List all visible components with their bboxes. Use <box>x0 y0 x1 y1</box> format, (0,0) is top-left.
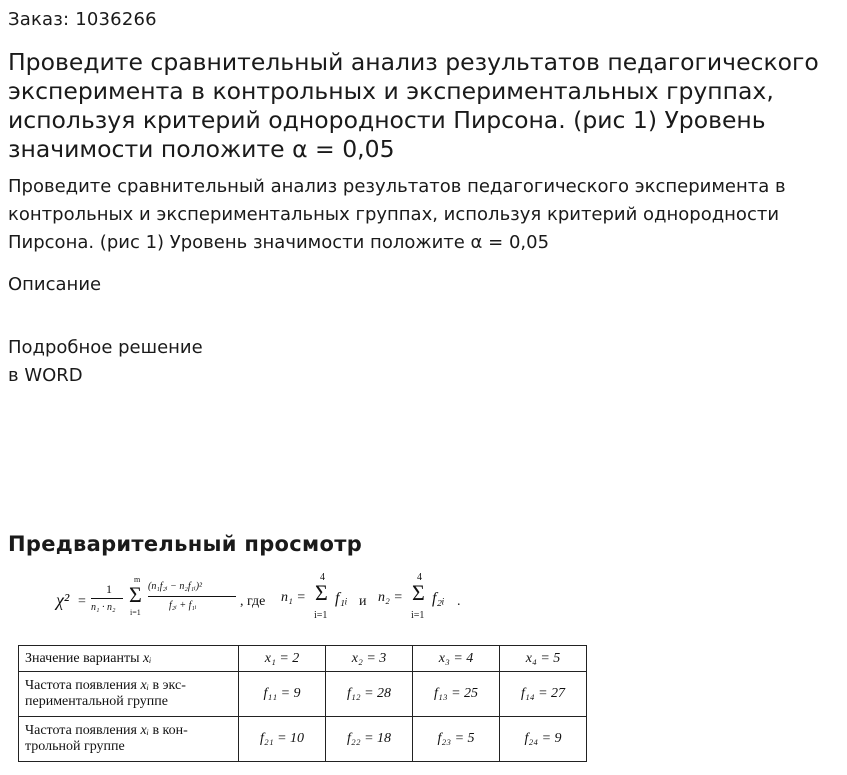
sum2-sign-a: Σ <box>315 580 328 605</box>
sum-sign: Σ <box>129 582 142 607</box>
f2i-term: f₂ᵢ <box>432 590 445 607</box>
sum2-top-a: 4 <box>320 572 325 583</box>
row-header <box>19 646 239 672</box>
n1-expression: n₁ = <box>281 590 306 605</box>
solution-line-1: Подробное решение <box>8 337 203 358</box>
formula-and: и <box>359 594 367 609</box>
row-label-post: в кон-трольной группе <box>25 723 188 754</box>
sum2-top-b: 4 <box>417 572 422 583</box>
n2-expression: n₂ = <box>378 590 403 605</box>
page-title: Проведите сравнительный анализ результатов педагогического эксперимента в контрольных и экспериментальных группах, используя критерий однородности Пирсона. (рис 1) Уровень значимости положите α = 0,05 <box>8 48 819 163</box>
variants-frequency-table <box>18 645 587 762</box>
section-label-description: Описание <box>8 274 102 295</box>
table-cell: f₂₃ = 5 <box>413 717 500 762</box>
table-row <box>19 717 587 762</box>
row-label-pre: Частота появления <box>25 678 137 693</box>
table-cell: x₃ = 4 <box>413 646 500 672</box>
sum2-bottom-b: i=1 <box>411 610 425 621</box>
f1i-term: f₁ᵢ <box>335 590 348 607</box>
row-header <box>19 672 239 717</box>
row-symbol: xᵢ <box>140 678 149 693</box>
frac2-numerator: (n₁f₂ᵢ − n₂f₁ᵢ)² <box>148 581 203 592</box>
table-cell: f₁₄ = 27 <box>500 672 587 717</box>
sum2-bottom-a: i=1 <box>314 610 328 621</box>
frac1-denominator: n₁ · n₂ <box>91 602 116 613</box>
table-row <box>19 646 587 672</box>
row-label-post: в экс-периментальной группе <box>25 678 186 709</box>
solution-line-2: в WORD <box>8 365 83 386</box>
sum-top: m <box>134 575 141 584</box>
row-symbol: xᵢ <box>140 723 149 738</box>
table-cell: f₁₁ = 9 <box>239 672 326 717</box>
formula-where: , где <box>240 594 266 609</box>
table-cell: f₁₂ = 28 <box>326 672 413 717</box>
frac1-line <box>91 598 123 599</box>
formula-end: . <box>457 594 461 609</box>
task-description: Проведите сравнительный анализ результатов педагогического эксперимента в контрольных и экспериментальных группах, используя критерий однородности Пирсона. (рис 1) Уровень значимости положите α = 0,05 <box>8 176 786 253</box>
sum-bottom: i=1 <box>130 608 141 617</box>
table-cell: f₁₃ = 25 <box>413 672 500 717</box>
row-header <box>19 717 239 762</box>
row-label: Значение варианты <box>25 650 140 666</box>
chi-square-formula <box>56 572 476 632</box>
order-number: Заказ: 1036266 <box>8 9 157 30</box>
frac2-line <box>148 596 236 597</box>
frac2-denominator: f₂ᵢ + f₁ᵢ <box>169 600 197 611</box>
table-cell: x₁ = 2 <box>239 646 326 672</box>
row-label-pre: Частота появления <box>25 723 137 738</box>
preview-heading: Предварительный просмотр <box>8 532 363 556</box>
table-cell: x₄ = 5 <box>500 646 587 672</box>
table-cell: f₂₂ = 18 <box>326 717 413 762</box>
table-cell: f₂₁ = 10 <box>239 717 326 762</box>
frac1-numerator: 1 <box>106 582 112 596</box>
table-row <box>19 672 587 717</box>
row-symbol: xᵢ <box>142 650 152 666</box>
chi-symbol: χ² <box>56 590 70 610</box>
table-cell: f₂₄ = 9 <box>500 717 587 762</box>
table-cell: x₂ = 3 <box>326 646 413 672</box>
formula-equals: = <box>78 594 86 609</box>
sum2-sign-b: Σ <box>412 580 425 605</box>
